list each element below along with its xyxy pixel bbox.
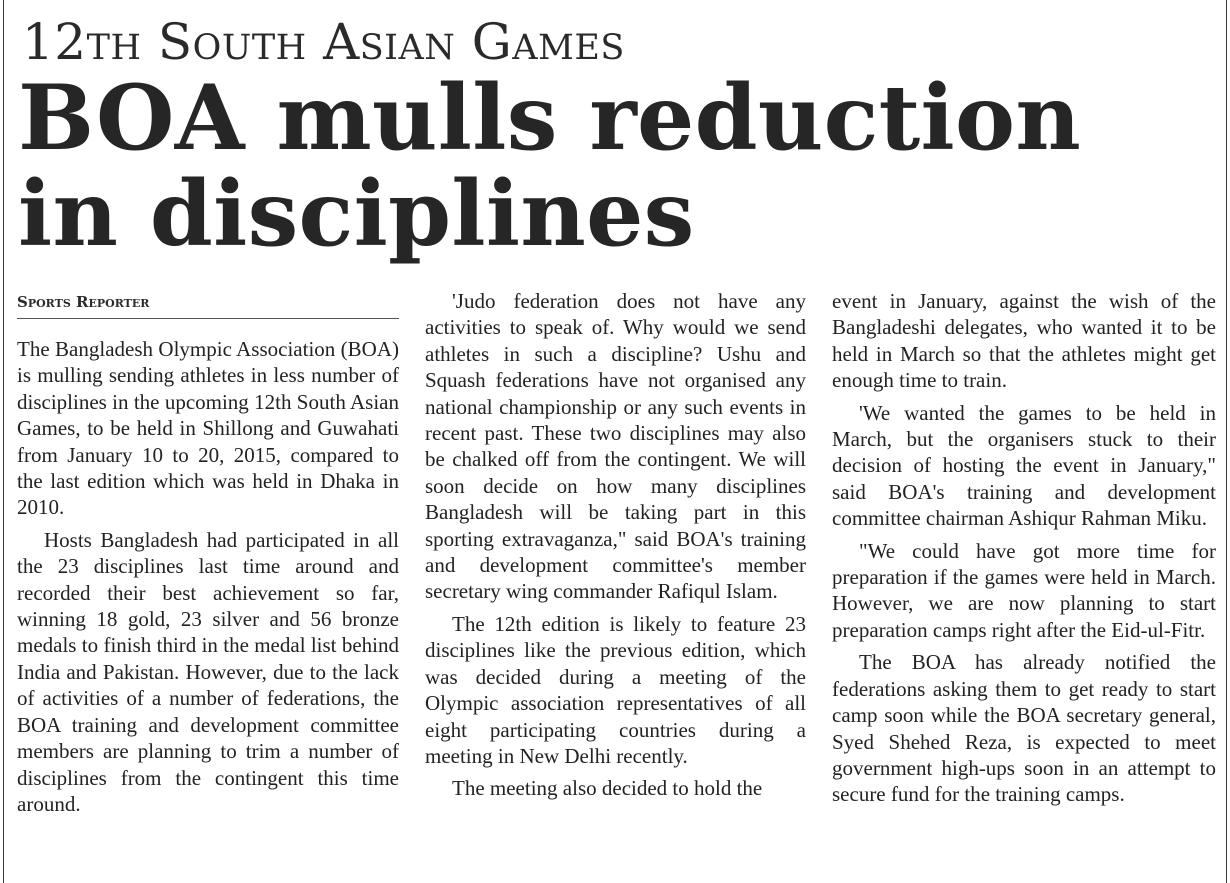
headline xyxy=(18,65,1218,267)
column-3 xyxy=(832,288,1216,808)
paragraph: event in January, against the wish of the Bangladeshi delegates, who wanted it to be held in March so that the athletes might get enough time to train. xyxy=(832,289,1216,393)
paragraph: "We could have got more time for preparation if the games were held in March. However, we are now planning to start preparation camps right after the Eid-ul-Fitr. xyxy=(832,538,1216,642)
paragraph: The BOA has already notified the federations asking them to get ready to start camp soon while the BOA secretary general, Syed Shehed Reza, is expected to meet government high-ups soon in an attempt to secure fund for the training camps. xyxy=(832,650,1216,807)
byline: Sports Reporter xyxy=(17,292,399,319)
column-2 xyxy=(425,288,806,802)
paragraph: 'We wanted the games to be held in March, but the organisers stuck to their decision of hosting the event in January," said BOA's training and development committee chairman Ashiqur Rahman Miku. xyxy=(832,400,1216,531)
column-1 xyxy=(17,336,399,817)
headline-line-1: BOA mulls reduction xyxy=(18,65,1082,171)
headline-line-2: in disciplines xyxy=(18,161,695,267)
paragraph: The Bangladesh Olympic Association (BOA) is mulling sending athletes in less number of disciplines in the upcoming 12th South Asian Games, to be held in Shillong and Guwahati from January 10 to 20, 2015, compared to the last edition which was held in Dhaka in 2010. xyxy=(17,337,399,520)
paragraph: 'Judo federation does not have any activities to speak of. Why would we send athletes in such a discipline? Ushu and Squash federations have not organised any national championship or any such events in recent past. These two disciplines may also be chalked off from the contingent. We will soon decide on how many disciplines Bangladesh will be taking part in this sporting extravaganza," said BOA's training and development committee's member secretary wing commander Rafiqul Islam. xyxy=(425,289,806,604)
paragraph: The meeting also decided to hold the xyxy=(452,776,763,801)
paragraph: The 12th edition is likely to feature 23 disciplines like the previous edition, which was decided during a meeting of the Olympic association representatives of all eight participating countries during a meeting in New Delhi recently. xyxy=(425,611,806,768)
right-column-rule xyxy=(1226,0,1227,883)
paragraph: Hosts Bangladesh had participated in all the 23 disciplines last time around and recorded their best achievement so far, winning 18 gold, 23 silver and 56 bronze medals to finish third in the medal list behind India and Pakistan. However, due to the lack of activities of a number of federations, the BOA training and development committee members are planning to trim a number of disciplines from the contingent this time around. xyxy=(17,527,399,816)
left-column-rule xyxy=(3,0,4,883)
kicker: 12th South Asian Games xyxy=(22,13,625,71)
